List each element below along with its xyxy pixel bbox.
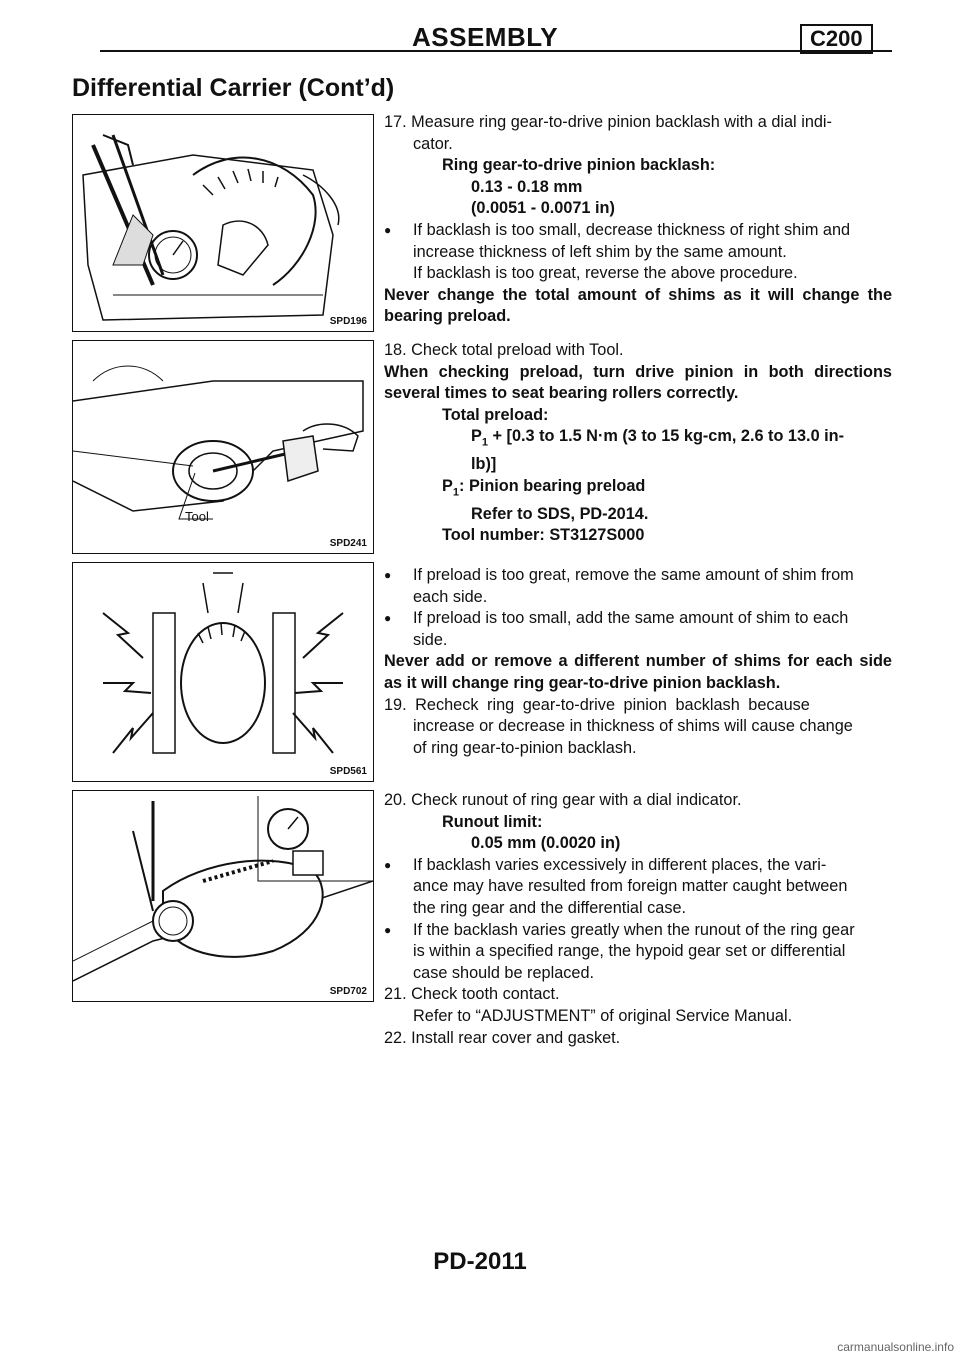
figure-spd702 [72,790,374,1002]
tool-callout: Tool [185,509,209,524]
step-22-text: 22. Install rear cover and gasket. [384,1028,621,1047]
pinion-preload-def: $P_1$: Pinion bearing preload [442,476,646,499]
model-code-badge: C200 [800,24,873,54]
preload-bullet-great: ● If preload is too great, remove the same amount of shim from [384,565,892,587]
bullet-icon: ● [384,922,392,937]
backlash-spec-mm: 0.13 - 0.18 mm [471,177,583,196]
figure-spd241 [72,340,374,554]
total-preload-value: $P_1 + [0.3$ to 1.5 N·m (3 to 15 kg-cm, 2.6 to 13.0 in- [471,427,845,449]
shim-adjustment-illustration [73,563,373,781]
backlash-bullet: ● If backlash is too small, decrease thickness of right shim and [384,220,892,242]
runout-bullet-variance-cont2: the ring gear and the differential case. [413,898,687,917]
step-21-reference: Refer to “ADJUSTMENT” of original Service Manual. [413,1006,793,1025]
step-17-block [384,112,892,328]
step-21-text: 21. Check tooth contact. [384,985,560,1004]
total-preload-value-cont: lb)] [471,455,497,474]
figure-spd561 [72,562,374,782]
figure-label: SPD561 [329,766,367,777]
page-number: PD-2011 [433,1248,527,1275]
runout-bullet-replace: ● If the backlash varies greatly when the runout of the ring gear [384,920,892,942]
runout-bullet-variance: ● If backlash varies excessively in different places, the vari- [384,855,892,877]
step-20-text: 20. Check runout of ring gear with a dial indicator. [384,791,742,809]
shim-warning: Never change the total amount of shims as it will change the bearing preload. [384,285,892,326]
total-preload-title: Total preload: [442,405,549,424]
preload-notes-block [384,565,892,759]
dial-indicator-backlash-illustration [73,115,373,331]
runout-bullet-replace-cont: is within a specified range, the hypoid gear set or differential [413,942,846,961]
figure-label: SPD702 [329,986,367,997]
shim-side-warning: Never add or remove a different number of shims for each side as it will change ring gear-to-drive pinion backlash. [384,652,892,692]
backlash-spec-in: (0.0051 - 0.0071 in) [471,199,615,218]
bullet-icon: ● [384,611,392,626]
watermark: carmanualsonline.info [837,1340,954,1354]
runout-spec-title: Runout limit: [442,812,543,831]
preload-caution: When checking preload, turn drive pinion in both directions several times to seat bearing rollers correctly. [384,362,892,403]
bullet-icon: ● [384,568,392,582]
figure-label: SPD196 [329,316,367,327]
step-17-text-cont: cator. [413,134,453,153]
step-18-text: 18. Check total preload with Tool. [384,341,624,359]
backlash-spec-title: Ring gear-to-drive pinion backlash: [442,156,716,175]
step-19-text-cont2: of ring gear-to-pinion backlash. [413,738,637,757]
backlash-bullet-reverse: If backlash is too great, reverse the above procedure. [413,264,798,283]
runout-bullet-variance-cont: ance may have resulted from foreign matter caught between [413,877,848,896]
runout-bullet-replace-cont2: case should be replaced. [413,963,595,982]
bullet-icon: ● [384,857,392,872]
preload-bullet-small-cont: side. [413,630,448,649]
step-17-text: 17. Measure ring gear-to-drive pinion backlash with a dial indi- [384,113,832,131]
preload-gauge-illustration [73,341,373,553]
step-18-block [384,340,892,547]
preload-bullet-great-cont: each side. [413,587,488,606]
backlash-bullet-cont: increase thickness of left shim by the same amount. [413,242,787,261]
sds-reference: Refer to SDS, PD-2014. [471,504,649,523]
bullet-icon: ● [384,222,392,237]
runout-check-illustration [73,791,373,1001]
figure-spd196 [72,114,374,332]
runout-spec-value: 0.05 mm (0.0020 in) [471,834,621,853]
step-19-text-cont: increase or decrease in thickness of shims will cause change [413,717,853,736]
header-title: ASSEMBLY [412,22,559,52]
preload-bullet-small: ● If preload is too small, add the same amount of shim to each [384,608,892,630]
figure-label: SPD241 [329,538,367,549]
step-20-block [384,790,892,1049]
header-rule [100,50,892,52]
tool-number: Tool number: ST3127S000 [442,526,645,545]
section-title: Differential Carrier (Cont’d) [72,74,395,102]
step-19-text: 19. Recheck ring gear-to-drive pinion backlash because [384,695,810,714]
